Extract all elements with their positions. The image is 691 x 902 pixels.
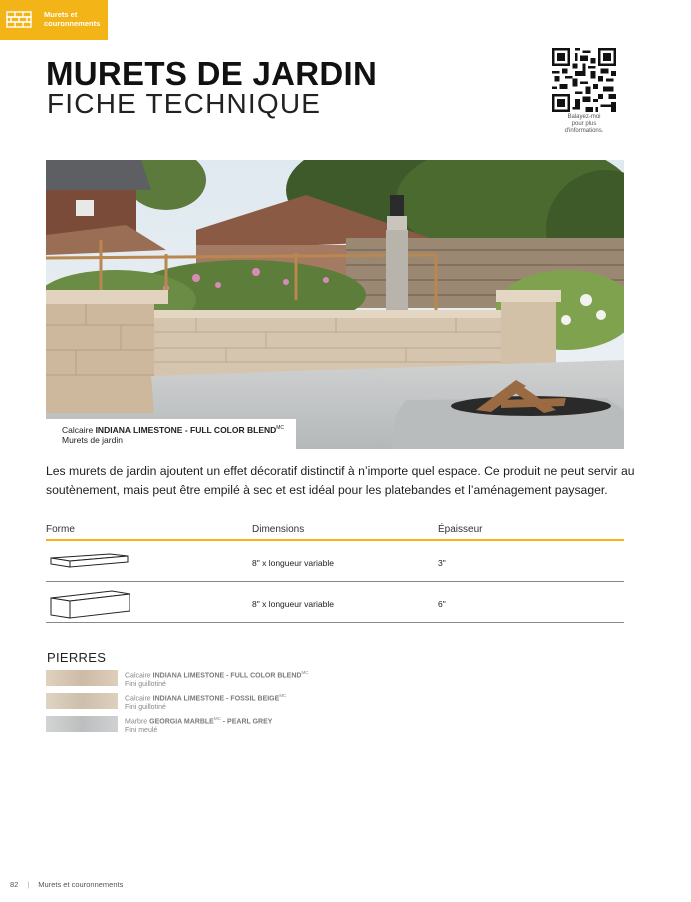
wall-icon bbox=[5, 10, 33, 30]
stones-title: PIERRES bbox=[47, 650, 107, 665]
stone-2-mark: MC bbox=[279, 693, 287, 698]
table-row bbox=[46, 582, 624, 623]
page-title: MURETS DE JARDIN bbox=[46, 55, 378, 92]
column-epaisseur: Épaisseur bbox=[438, 524, 483, 535]
stone-1-prefix: Calcaire bbox=[125, 672, 151, 680]
column-forme: Forme bbox=[46, 524, 75, 535]
page-number: 82 bbox=[10, 880, 19, 889]
row-1-dimensions: 8" x longueur variable bbox=[252, 558, 334, 568]
stone-item-3 bbox=[46, 715, 406, 733]
table-row bbox=[46, 541, 624, 582]
stone-1-finish: Fini guillotiné bbox=[125, 680, 166, 688]
stone-3-suffix: - PEARL GREY bbox=[220, 718, 273, 726]
stone-swatch-2 bbox=[46, 693, 118, 709]
stone-text-1 bbox=[125, 669, 308, 689]
page-subtitle: FICHE TECHNIQUE bbox=[47, 88, 322, 119]
section-tag-line1: Murets et bbox=[44, 10, 78, 19]
stone-text-3 bbox=[125, 715, 272, 735]
stone-3-name: GEORGIA MARBLE bbox=[149, 718, 214, 726]
qr-caption bbox=[546, 114, 622, 135]
qr-caption-line1: Balayez-moi bbox=[567, 114, 601, 120]
footer-section: Murets et couronnements bbox=[38, 880, 124, 889]
intro-paragraph: Les murets de jardin ajoutent un effet décoratif distinctif à n’importe quel espace. Ce produit ne peut servir au soutènement, mais peut être empilé à sec et est idéal pour les platebandes et l’aménagement paysager. bbox=[46, 464, 635, 497]
photo-caption bbox=[46, 419, 296, 449]
section-tag bbox=[0, 0, 108, 40]
stone-swatch-1 bbox=[46, 670, 118, 686]
photo-caption-line1 bbox=[62, 423, 284, 435]
stone-1-mark: MC bbox=[301, 670, 309, 675]
section-tag-label bbox=[44, 11, 100, 28]
hero-photo bbox=[46, 160, 624, 449]
footer-separator: | bbox=[27, 880, 30, 889]
spec-table-header bbox=[46, 520, 624, 541]
stone-swatch-3 bbox=[46, 716, 118, 732]
stone-2-prefix: Calcaire bbox=[125, 695, 151, 703]
row-2-thickness: 6" bbox=[438, 599, 446, 609]
stone-item-1 bbox=[46, 669, 406, 687]
stone-3-finish: Fini meulé bbox=[125, 726, 158, 734]
stone-1-name: INDIANA LIMESTONE - FULL COLOR BLEND bbox=[152, 672, 302, 680]
caption-prefix: Calcaire bbox=[62, 425, 94, 435]
stone-3-prefix: Marbre bbox=[125, 718, 148, 726]
photo-caption-line2: Murets de jardin bbox=[62, 435, 123, 445]
section-tag-line2: couronnements bbox=[44, 18, 101, 28]
caption-mark: MC bbox=[276, 425, 285, 432]
qr-code[interactable] bbox=[552, 48, 616, 112]
garden-wall-illustration bbox=[46, 160, 624, 449]
row-2-dimensions: 8" x longueur variable bbox=[252, 599, 334, 609]
spec-table bbox=[46, 520, 624, 623]
page-footer bbox=[10, 880, 123, 889]
qr-caption-line2: pour plus bbox=[571, 121, 597, 127]
column-dimensions: Dimensions bbox=[252, 524, 305, 535]
qr-caption-line3: d'informations. bbox=[564, 128, 604, 134]
stone-3-mark: MC bbox=[213, 716, 221, 721]
stone-2-finish: Fini guillotiné bbox=[125, 703, 166, 711]
stone-text-2 bbox=[125, 692, 286, 712]
row-1-thickness: 3" bbox=[438, 558, 446, 568]
thick-block-shape-icon bbox=[50, 588, 130, 620]
thin-block-shape-icon bbox=[50, 547, 130, 569]
caption-product: INDIANA LIMESTONE - FULL COLOR BLEND bbox=[95, 425, 277, 435]
stone-item-2 bbox=[46, 692, 406, 710]
stone-2-name: INDIANA LIMESTONE - FOSSIL BEIGE bbox=[152, 695, 280, 703]
